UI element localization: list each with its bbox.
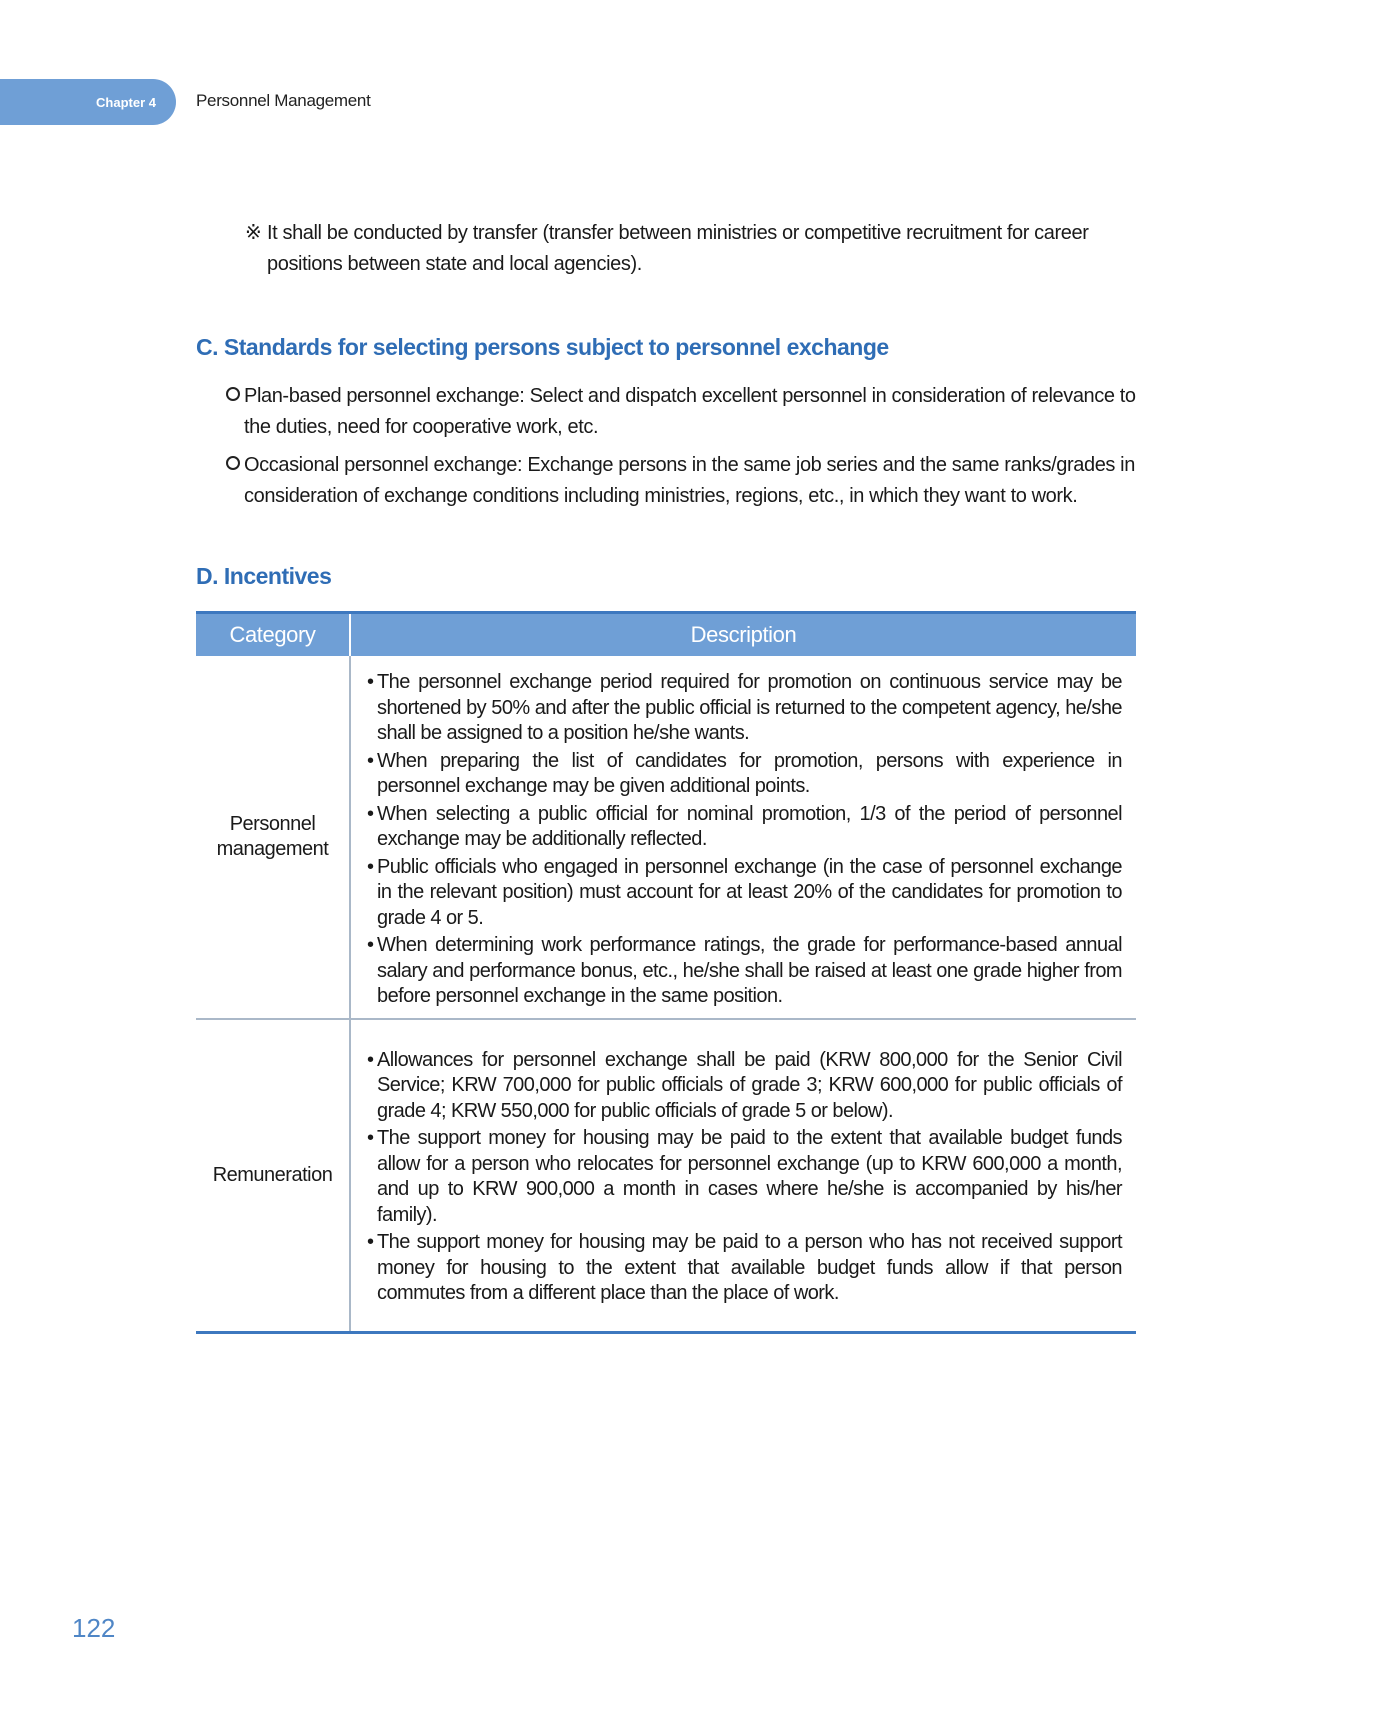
category-cell-personnel-management (196, 656, 350, 1019)
running-header-title: Personnel Management (196, 91, 371, 110)
description-list (351, 1048, 1136, 1307)
circle-bullet-icon (226, 456, 240, 470)
list-item: • Allowances for personnel exchange shall be paid (KRW 800,000 for the Senior Civil Service; KRW 700,000 for public officials of grade 3; KRW 600,000 for public officials of grade 4; KRW 550,000 for public officials of grade 5 or below). (367, 1048, 1122, 1125)
section-c-heading: C. Standards for selecting persons subject to personnel exchange (196, 334, 889, 360)
list-item (226, 381, 1146, 443)
list-item: • Public officials who engaged in personnel exchange (in the case of personnel exchange in the relevant position) must account for at least 20% of the candidates for promotion to grade 4 or 5. (367, 855, 1122, 932)
category-label: Personnel management (216, 812, 329, 860)
list-item: • The support money for housing may be paid to the extent that available budget funds allow for a person who relocates for personnel exchange (up to KRW 600,000 a month, and up to KRW 900,000 a month in cases where he/she is accompanied by his/her family). (367, 1126, 1122, 1228)
list-item: • The support money for housing may be paid to a person who has not received support money for housing to the extent that available budget funds allow if that person commutes from a different place than the place of work. (367, 1230, 1122, 1307)
table-row (196, 1019, 1136, 1333)
category-label: Remuneration (212, 1163, 333, 1186)
page-number: 122 (72, 1613, 116, 1643)
section-d-heading: D. Incentives (196, 563, 332, 589)
list-item: • When determining work performance ratings, the grade for performance-based annual salary and performance bonus, etc., he/she shall be raised at least one grade higher from before personnel exchange in the same position. (367, 933, 1122, 1010)
column-header-category: Category (196, 613, 350, 657)
incentives-table (196, 611, 1136, 1334)
list-item: • When selecting a public official for nominal promotion, 1/3 of the period of personnel exchange may be additionally reflected. (367, 802, 1122, 853)
table-header-row (196, 613, 1136, 657)
description-list (351, 670, 1136, 1010)
description-cell (350, 1019, 1136, 1333)
table-row (196, 656, 1136, 1019)
category-cell-remuneration (196, 1019, 350, 1333)
transfer-note-text: It shall be conducted by transfer (transfer between ministries or competitive recruitment for career positions between state and local agencies). (267, 222, 1089, 275)
selection-standards-list (226, 381, 1146, 519)
list-item (226, 450, 1146, 512)
description-cell (350, 656, 1136, 1019)
list-item-text: Plan-based personnel exchange: Select and dispatch excellent personnel in consideration of relevance to the duties, need for cooperative work, etc. (244, 385, 1136, 438)
list-item: • When preparing the list of candidates for promotion, persons with experience in personnel exchange may be given additional points. (367, 749, 1122, 800)
list-item-text: Occasional personnel exchange: Exchange persons in the same job series and the same ranks/grades in consideration of exchange conditions including ministries, regions, etc., in which they want to work. (244, 454, 1135, 507)
list-item: • The personnel exchange period required for promotion on continuous service may be shortened by 50% and after the public official is returned to the competent agency, he/she shall be assigned to a position he/she wants. (367, 670, 1122, 747)
column-header-description: Description (350, 613, 1136, 657)
reference-mark: ※ (245, 222, 262, 244)
transfer-note (245, 218, 1167, 280)
chapter-tab-label: Chapter 4 (96, 94, 156, 110)
chapter-tab (0, 79, 176, 125)
circle-bullet-icon (226, 387, 240, 401)
